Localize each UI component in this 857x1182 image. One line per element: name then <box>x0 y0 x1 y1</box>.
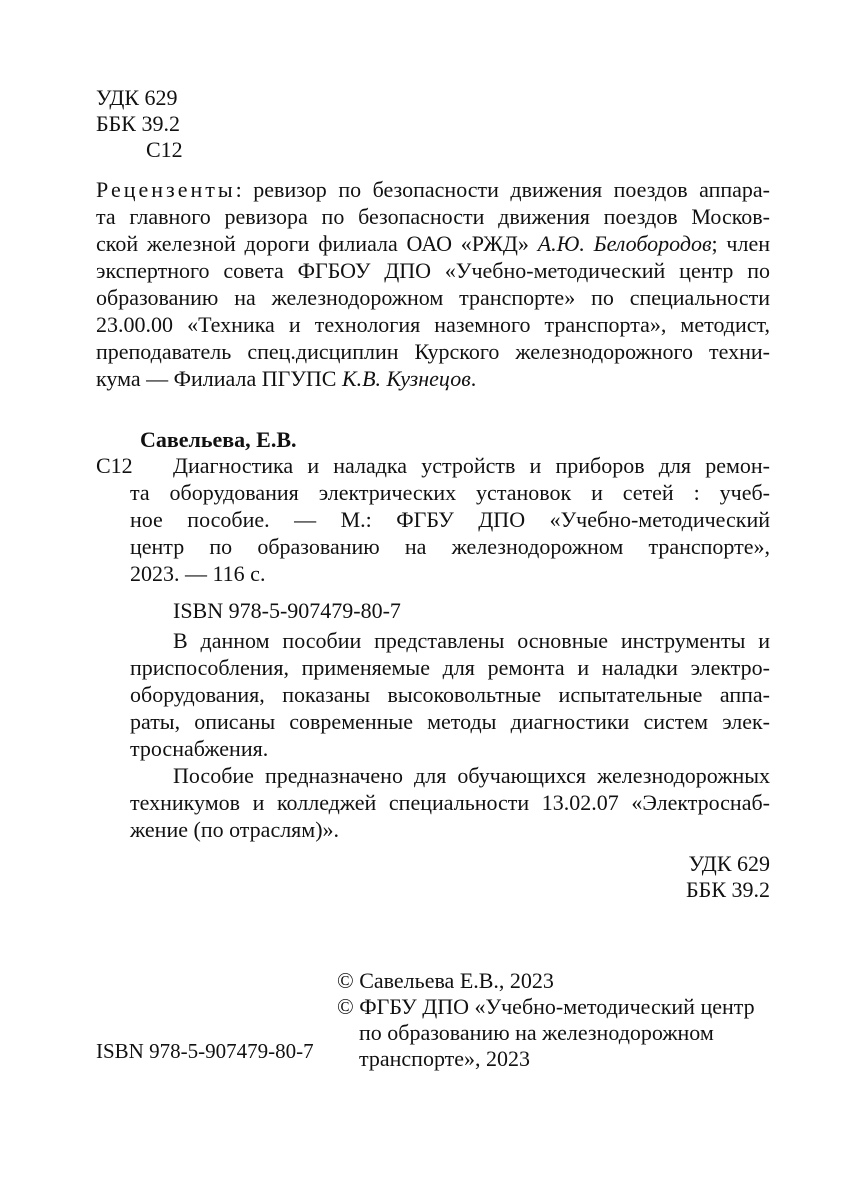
reviewers-line-1: Рецензенты: ревизор по безопасности движения поездов аппара- <box>96 177 770 202</box>
reviewers-line-4: экспертного совета ФГБОУ ДПО «Учебно-методический центр по <box>96 258 770 283</box>
footer-udk-code: УДК 629 <box>688 851 770 876</box>
copyright-publisher-line-2: по образованию на железнодорожном <box>359 1020 714 1045</box>
reviewers-line-7: преподаватель спец.дисциплин Курского железнодорожного техни- <box>96 339 770 364</box>
reviewer-name-1: А.Ю. Белобородов <box>537 231 712 256</box>
reviewers-line-5: образованию на железнодорожном транспорте» по специальности <box>96 285 770 310</box>
abstract-p2-line-1: Пособие предназначено для обучающихся железнодорожных <box>173 763 770 788</box>
copyright-author: © Савельева Е.В., 2023 <box>337 968 554 993</box>
abstract-p1-line-2: приспособления, применяемые для ремонта и наладки электро- <box>130 655 770 680</box>
card-isbn: ISBN 978-5-907479-80-7 <box>173 598 401 623</box>
card-title-line-5: 2023. — 116 с. <box>130 561 266 586</box>
bottom-isbn: ISBN 978-5-907479-80-7 <box>96 1039 314 1063</box>
card-code: С12 <box>96 453 133 478</box>
author-sign-code: С12 <box>146 137 183 162</box>
copyright-publisher-line-1: © ФГБУ ДПО «Учебно-методический центр <box>337 994 755 1019</box>
reviewers-line-8: кума — Филиала ПГУПС К.В. Кузнецов. <box>96 366 477 391</box>
copyright-publisher-line-3: транспорте», 2023 <box>359 1046 531 1071</box>
bbk-code: ББК 39.2 <box>96 111 180 136</box>
reviewers-line-6: 23.00.00 «Техника и технология наземного транспорта», методист, <box>96 312 770 337</box>
abstract-p1-line-3: оборудования, показаны высоковольтные испытательные аппа- <box>130 682 770 707</box>
reviewers-line-3: ской железной дороги филиала ОАО «РЖД» А.Ю. Белобородов; член <box>96 231 770 256</box>
abstract-p1-line-5: троснабжения. <box>130 736 269 761</box>
udk-code: УДК 629 <box>96 85 178 110</box>
reviewer-name-2: К.В. Кузнецов <box>341 366 471 391</box>
abstract-p2-line-2: техникумов и колледжей специальности 13.02.07 «Электроснаб- <box>130 790 770 815</box>
abstract-p2-line-3: жение (по отраслям)». <box>130 817 340 842</box>
card-title-line-3: ное пособие. — М.: ФГБУ ДПО «Учебно-методический <box>130 507 770 532</box>
card-title-line-2: та оборудования электрических установок и сетей : учеб- <box>130 480 770 505</box>
card-title-line-1: Диагностика и наладка устройств и приборов для ремон- <box>173 453 770 478</box>
reviewers-label: Рецензенты <box>96 177 236 202</box>
card-title-line-4: центр по образованию на железнодорожном транспорте», <box>130 534 770 559</box>
reviewers-line-2: та главного ревизора по безопасности движения поездов Москов- <box>96 204 770 229</box>
footer-bbk-code: ББК 39.2 <box>686 877 770 902</box>
abstract-p1-line-1: В данном пособии представлены основные инструменты и <box>173 628 770 653</box>
abstract-p1-line-4: раты, описаны современные методы диагностики систем элек- <box>130 709 770 734</box>
card-author: Савельева, Е.В. <box>140 427 297 452</box>
